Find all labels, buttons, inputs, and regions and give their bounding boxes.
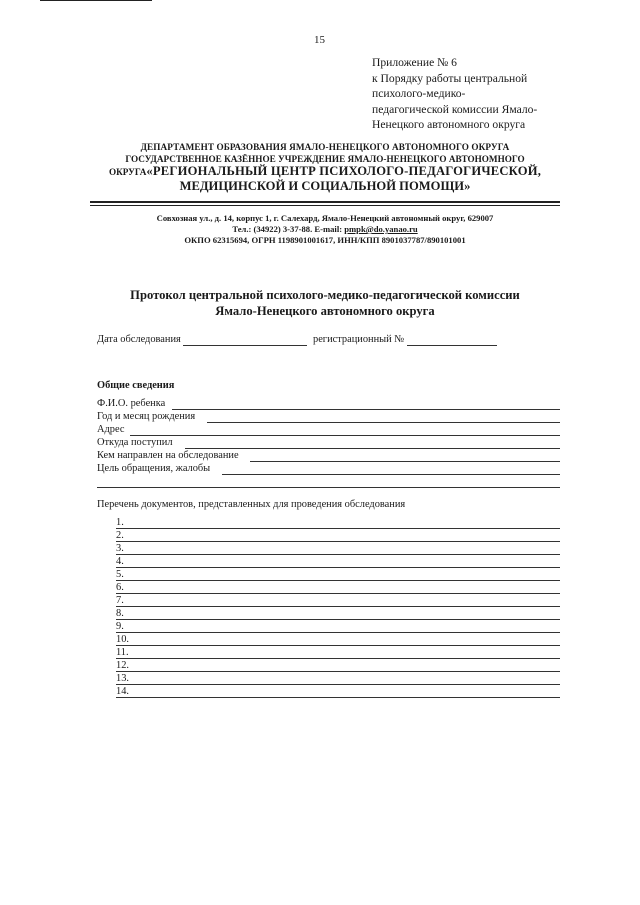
email-link[interactable]: pmpk@do.yanao.ru [344, 224, 418, 234]
field-purpose-label: Цель обращения, жалобы [97, 463, 211, 474]
documents-heading: Перечень документов, представленных для проведения обследования [97, 499, 406, 510]
appendix-line: психолого-медико- [372, 87, 466, 101]
doc-number: 9. [116, 621, 124, 632]
doc-number: 7. [116, 595, 124, 606]
top-rule [40, 0, 152, 1]
field-source-label: Откуда поступил [97, 437, 173, 448]
page-number: 15 [314, 34, 325, 46]
doc-line[interactable] [116, 658, 560, 659]
org-center-title-cont: МЕДИЦИНСКОЙ И СОЦИАЛЬНОЙ ПОМОЩИ» [179, 179, 471, 193]
doc-number: 8. [116, 608, 124, 619]
doc-number: 2. [116, 530, 124, 541]
doc-number: 11. [116, 647, 129, 658]
doc-line[interactable] [116, 567, 560, 568]
appendix-line: к Порядку работы центральной [372, 71, 528, 85]
doc-number: 1. [116, 517, 124, 528]
doc-line[interactable] [116, 580, 560, 581]
appendix-note [372, 55, 537, 133]
field-address[interactable] [130, 435, 560, 436]
reg-number-label: регистрационный № [313, 334, 405, 345]
field-child-name[interactable] [172, 409, 560, 410]
exam-date-label: Дата обследования [97, 334, 181, 345]
field-source[interactable] [185, 448, 560, 449]
reg-number-field[interactable] [407, 345, 497, 346]
doc-number: 10. [116, 634, 129, 645]
field-referrer-label: Кем направлен на обследование [97, 450, 239, 461]
general-section-heading: Общие сведения [97, 380, 175, 391]
doc-number: 4. [116, 556, 124, 567]
title-line: Ямало-Ненецкого автономного округа [215, 304, 435, 318]
field-child-name-label: Ф.И.О. ребенка [97, 398, 166, 409]
doc-number: 12. [116, 660, 129, 671]
doc-line[interactable] [116, 632, 560, 633]
contact-ids: ОКПО 62315694, ОГРН 1198901001617, ИНН/КПП 8901037787/890101001 [184, 235, 466, 245]
doc-line[interactable] [116, 671, 560, 672]
doc-number: 3. [116, 543, 124, 554]
doc-line[interactable] [116, 541, 560, 542]
org-prefix: ОКРУГА [108, 167, 147, 177]
doc-line[interactable] [116, 697, 560, 698]
header-rule-thick [90, 201, 560, 203]
doc-line[interactable] [116, 684, 560, 685]
doc-number: 5. [116, 569, 124, 580]
field-birth-label: Год и месяц рождения [97, 411, 196, 422]
doc-number: 14. [116, 686, 129, 697]
field-referrer[interactable] [250, 461, 560, 462]
doc-number: 13. [116, 673, 129, 684]
org-center-name [90, 164, 560, 179]
exam-date-field[interactable] [183, 345, 307, 346]
doc-line[interactable] [116, 645, 560, 646]
org-center-title: «РЕГИОНАЛЬНЫЙ ЦЕНТР ПСИХОЛОГО-ПЕДАГОГИЧЕСКОЙ, [146, 164, 542, 178]
field-address-label: Адрес [97, 424, 125, 435]
doc-line[interactable] [116, 528, 560, 529]
document-title [90, 287, 560, 319]
contact-address: Совхозная ул., д. 14, корпус 1, г. Салехард, Ямало-Ненецкий автономный округ, 629007 [156, 213, 494, 223]
org-institution: ГОСУДАРСТВЕННОЕ КАЗЁННОЕ УЧРЕЖДЕНИЕ ЯМАЛО-НЕНЕЦКОГО АВТОНОМНОГО [125, 154, 525, 164]
field-birth[interactable] [207, 422, 560, 423]
contact-phone: Тел.: (34922) 3-37-88. E-mail: [232, 224, 345, 234]
header-rule-thin [90, 205, 560, 206]
org-department: ДЕПАРТАМЕНТ ОБРАЗОВАНИЯ ЯМАЛО-НЕНЕЦКОГО АВТОНОМНОГО ОКРУГА [140, 142, 510, 152]
doc-line[interactable] [116, 554, 560, 555]
doc-line[interactable] [116, 619, 560, 620]
field-purpose[interactable] [222, 474, 560, 475]
doc-line[interactable] [116, 606, 560, 607]
appendix-line: Ненецкого автономного округа [372, 118, 526, 132]
appendix-line: педагогической комиссии Ямало- [372, 102, 538, 116]
title-line: Протокол центральной психолого-медико-педагогической комиссии [130, 288, 520, 302]
field-purpose-extra[interactable] [97, 487, 560, 488]
appendix-line: Приложение № 6 [372, 56, 457, 69]
doc-number: 6. [116, 582, 124, 593]
doc-line[interactable] [116, 593, 560, 594]
contact-phone-email [90, 224, 560, 234]
